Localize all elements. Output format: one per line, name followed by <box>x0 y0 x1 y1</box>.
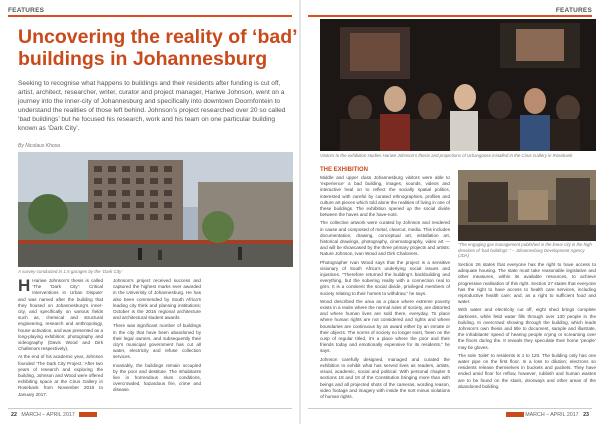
exhibition-crowd-photo <box>320 19 596 151</box>
building-photo-caption: A survey conducted in 1.5 garages by the ‘Dark City’ <box>18 269 123 274</box>
section-label-left: FEATURES <box>8 7 45 14</box>
issue-date-right: MARCH – APRIL 2017 <box>525 412 579 418</box>
body-paragraph: Invariably, the buildings remain occupied by the poor and destitute. The inhabitants live in horrendous slum conditions, overcrowded, hazardous fire, crime and disease. <box>113 362 201 393</box>
body-paragraph: Johnson’s project received success and captured the highest marks ever awarded in the University of Johannesburg. He has also been commended by South Africa’s leading city think and planning institutions; October is the 2016 regional architecture and architectural student awards. <box>113 278 201 321</box>
body-column-1 <box>18 278 103 400</box>
body-paragraph: The collective artwork were curated by Johnson and rendered in cause and composed of metal, clearcut, media. This includes documentation, drawing, conceptual art, installation art, historical drawings, photography, cinematography, video art — and will be showcased by the three primary projects and artists: Nature Johnson, Ivan Wood and Dirk Chaloners. <box>320 220 450 257</box>
body-paragraph: There was significant number of buildings in the city that have been abandoned by their legal owners, and subsequently their city’s municipal government has cut all water, electricity and refuse collection services. <box>113 323 201 360</box>
page-number-right: 23 <box>583 412 589 418</box>
magazine-logo-left <box>79 412 97 417</box>
header-rule-left <box>8 15 292 17</box>
body-paragraph: Wood described the area as a place where extreme poverty exists in a realm where the normal rules of society, are distorted and where human lives are sold there, everyday. To place where human rights are not considered and rights and where boundaries are continuous by an award either by an inmate or their objects. The norms of society no longer exist, ‘been on the cusp of regular titled, it’s a place where the poor and their friends today and emotionally expensive for its residents,” he says. <box>320 298 450 354</box>
page-number-left: 22 <box>11 412 17 418</box>
drop-cap: H <box>18 276 31 295</box>
body-paragraph: With water and electricity cut off, eight shed brings complete darkness, while fetid water fills through over 130 people in the building. In overcrowd showing through the building, which leads Johnson’s own thesis and title to document, sample and illustrate, the inhabitants’ speed of hearing people crying or screaming over the floors during the. It reveals they speculate their home ‘people’ may be gloves. <box>458 307 596 350</box>
body-paragraph: Johnson carefully designed, managed and curated the exhibition to exhibit what has served lives as readers, artists, visual, academic, social and political. With personal chapter 5 sections 18 and 19 of the Constitution bringing more than with beings and all projected shots of the cameras, wording reason, video footage and imagery with inside the sort minus violations of human rights. <box>320 356 450 399</box>
body-paragraph: H Hariwe Johnson’s thesis is called ‘The ‘Dark City’: Critical Interventions in Urban Dispute’ and was named after the building that they housed on Johannesburg’s inner-city, and specifically on various fields such as, chemical and structural engineering, research and anthropology, house activation, and was presented as a long-playing exhibition; photography and videography (Davis Wood and Dirk Challenors respectively). <box>18 276 103 352</box>
byline: By Nicolaus Khosa <box>18 143 60 149</box>
body-column-4 <box>458 262 596 392</box>
section-label-right: FEATURES <box>555 7 592 14</box>
installation-photo-caption: “The engaging gas management published in the linear city in the high densities of ‘bad buildings’.” – Johannesburg Development Agency (JDA) <box>458 242 592 259</box>
footer-rule-left <box>8 408 292 409</box>
header-rule-right <box>308 15 592 17</box>
body-paragraph: At the end of his academic year, Johnson founded ‘The Dark City Project.’ After two years of research and exploring the building, Johnson and Wood were offered exhibiting space at the Cirus Gallery in Rosebank from November 2016 to January 2017. <box>18 354 103 397</box>
building-photo <box>18 152 293 267</box>
body-paragraph: Photographer Ivan Wood says that the project is a sensitive visionary of South Africa’s underlying social issues and injustices. “Therefore returned the building’s backbuilding and everything, but the sobering reality with a connection real to grim. It is a continent the social divide, privileged members of society relating to their homes to withdraw,” he says. <box>320 259 450 296</box>
body-column-2 <box>113 278 201 396</box>
page-gutter <box>299 0 301 424</box>
exhibition-heading: THE EXHIBITION <box>320 167 369 173</box>
body-column-3 <box>320 175 450 402</box>
body-paragraph: The sole ‘toilet’ to residents is 1 to 120. The building only has one water pipe on the first floor. In a loss to dilution; electrons so residents release themselves in buckets and packets. They have ended amid floor for reflow, however, rubbish and human wastes are to be found on the stairs, doorways and other areas of the abandoned building. <box>458 352 596 389</box>
body-paragraph: Middle and upper class Johannesburg visitors were able to ‘experience’ a bad building, images, sounds, videos and interactive heal on to reflect the socially spatial politics, interested with careful by curated ethnographies, profiles and culture art pieces which told alone the realities of living in one of these buildings. The exhibition opened up the social divide between the haves and the have-nots. <box>320 175 450 218</box>
magazine-logo-right <box>506 412 524 417</box>
installation-photo <box>458 170 596 241</box>
footer-left <box>8 412 97 418</box>
article-headline: Uncovering the reality of ‘bad’ buildings in Johannesburg <box>18 26 297 70</box>
footer-right <box>503 412 592 418</box>
body-paragraph: Section 26 states that everyone has the right to have access to adequate housing. The state must take reasonable legislative and other measures, within its available resources, to achieve progressive realisation of this right. Section 27 states that everyone has the right to have access to health care services, including reproductive health care; and, as a right to sufficient food and water. <box>458 262 596 305</box>
article-standfirst: Seeking to recognise what happens to buildings and their residents after funding is cut off, artist, architect, researcher, writer, curator and project manager, Hariwe Johnson, went on a journey into the inner-city of Johannesburg and specifically into downtown Doornfontein to understand the realities of those left behind. Johnson’s project researched over 20 so called ‘bad buildings’ but he focused his research, work and his team on one particular building known as ‘Dark City’. <box>18 80 286 132</box>
crowd-photo-caption: Visitors to the exhibition studies Hariwe Johnson’s thesis and projections of Urbangoose installed in the Cirus Gallery in Rosebank <box>320 153 573 158</box>
footer-rule-right <box>308 408 592 409</box>
issue-date-left: MARCH – APRIL 2017 <box>21 412 75 418</box>
